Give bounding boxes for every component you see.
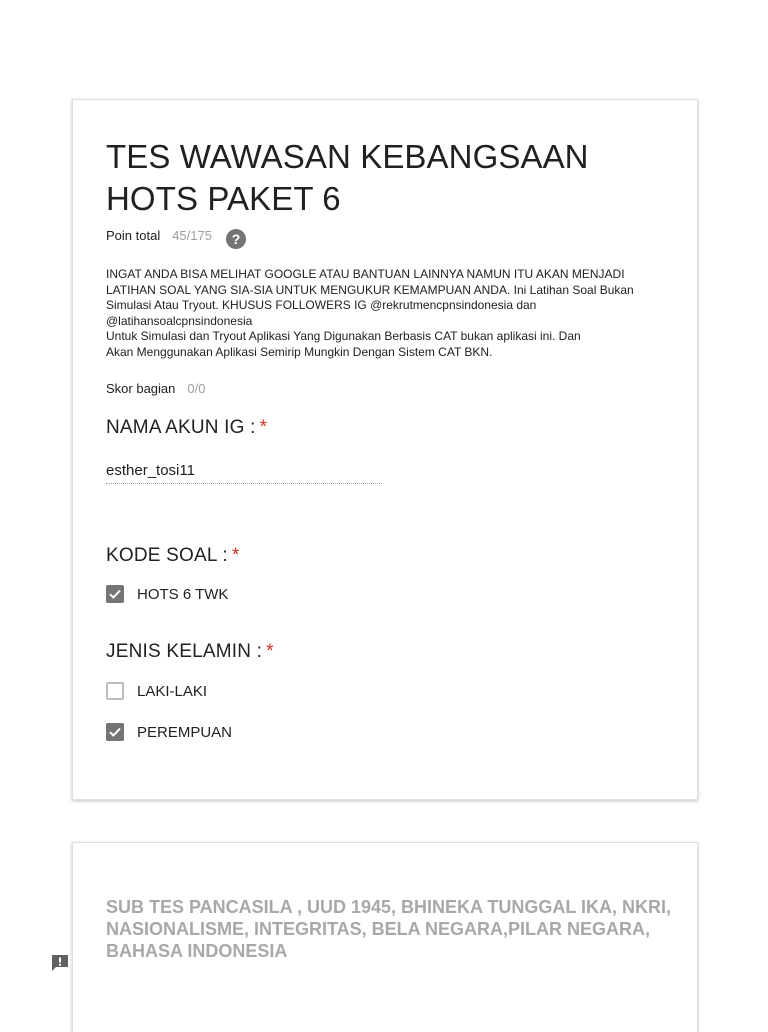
form-description bbox=[106, 267, 651, 361]
help-circle-icon[interactable]: ? bbox=[226, 229, 246, 249]
question-title-nama-akun bbox=[106, 417, 267, 439]
form-title: TES WAWASAN KEBANGSAAN HOTS PAKET 6 bbox=[106, 138, 589, 217]
description-line: @latihansoalcpnsindonesia bbox=[106, 313, 253, 328]
option-laki-laki[interactable] bbox=[106, 681, 207, 701]
description-line: Akan Menggunakan Aplikasi Semirip Mungkin Dengan Sistem CAT BKN. bbox=[106, 344, 493, 359]
answer-field-nama-akun[interactable]: esther_tosi11 bbox=[106, 462, 195, 479]
description-line: LATIHAN SOAL YANG SIA-SIA UNTUK MENGUKUR KEMAMPUAN ANDA. Ini Latihan Soal Bukan bbox=[106, 282, 634, 297]
option-label: HOTS 6 TWK bbox=[137, 585, 229, 603]
required-asterisk: * bbox=[266, 641, 274, 662]
section-score-value: 0/0 bbox=[187, 381, 206, 396]
section-card bbox=[72, 842, 698, 1032]
points-label: Poin total bbox=[106, 227, 161, 243]
checkbox-checked-icon[interactable] bbox=[106, 585, 124, 603]
question-title-kode-soal bbox=[106, 545, 239, 567]
option-hots-6-twk[interactable] bbox=[106, 584, 228, 604]
checkbox-checked-icon[interactable] bbox=[106, 723, 124, 741]
option-label: LAKI-LAKI bbox=[137, 682, 208, 700]
required-asterisk: * bbox=[259, 417, 268, 438]
description-line: INGAT ANDA BISA MELIHAT GOOGLE ATAU BANTUAN LAINNYA NAMUN ITU AKAN MENJADI bbox=[106, 267, 625, 281]
section-score bbox=[106, 381, 205, 396]
question-label: NAMA AKUN IG : bbox=[106, 417, 256, 438]
report-feedback-icon[interactable] bbox=[49, 952, 71, 974]
option-perempuan[interactable] bbox=[106, 722, 232, 742]
section-score-label: Skor bagian bbox=[106, 381, 176, 396]
answer-underline bbox=[106, 483, 382, 484]
points-value: 45/175 bbox=[172, 227, 212, 243]
points-total bbox=[106, 225, 246, 245]
required-asterisk: * bbox=[231, 545, 240, 566]
description-line: Simulasi Atau Tryout. KHUSUS FOLLOWERS IG @rekrutmencpnsindonesia dan bbox=[106, 298, 537, 313]
description-line: Untuk Simulasi dan Tryout Aplikasi Yang Digunakan Berbasis CAT bukan aplikasi ini. Dan bbox=[106, 329, 581, 344]
question-label: JENIS KELAMIN : bbox=[106, 641, 263, 662]
form-header-card bbox=[72, 99, 698, 800]
section-title: SUB TES PANCASILA , UUD 1945, BHINEKA TUNGGAL IKA, NKRI, NASIONALISME, INTEGRITAS, BELA NEGARA,PILAR NEGARA, BAHASA INDONESIA bbox=[106, 897, 672, 961]
question-title-jenis-kelamin bbox=[106, 641, 274, 663]
option-label: PEREMPUAN bbox=[137, 723, 233, 741]
checkbox-unchecked-icon[interactable] bbox=[106, 682, 124, 700]
question-label: KODE SOAL : bbox=[106, 545, 228, 566]
